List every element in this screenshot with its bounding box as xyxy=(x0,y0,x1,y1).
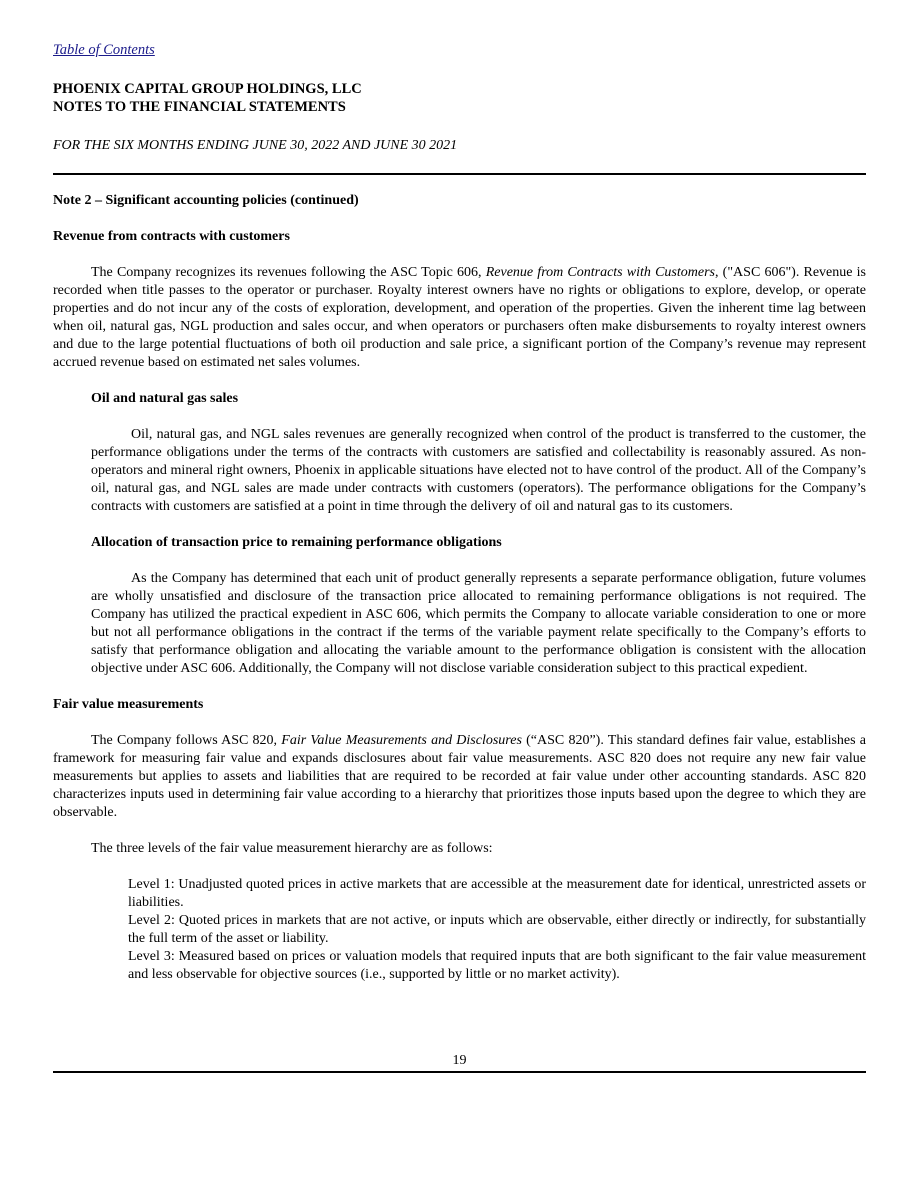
footer-divider xyxy=(53,1071,866,1073)
oil-gas-heading: Oil and natural gas sales xyxy=(91,391,239,406)
page-footer xyxy=(53,1052,866,1073)
level-3-item: Level 3: Measured based on prices or valuation models that required inputs that are both significant to the fair value measurement and less observable for objective sources (i.e., supported by little or no market activity). xyxy=(128,949,866,982)
fair-value-standard-title: Fair Value Measurements and Disclosures xyxy=(281,733,522,748)
level-2-item: Level 2: Quoted prices in markets that are not active, or inputs which are observable, either directly or indirectly, for substantially the full term of the asset or liability. xyxy=(128,913,866,946)
revenue-text-start: The Company recognizes its revenues following the ASC Topic 606, xyxy=(91,265,486,280)
revenue-text-end: , ("ASC 606"). Revenue is recorded when title passes to the operator or purchaser. Royalty interest owners have no rights or obligations to explore, develop, or operate properties and do not incur any of the costs of exploration, development, and operation of the properties. Given the inherent time lag between when oil, natural gas, NGL production and sales occur, and when operators or purchasers often make disbursements to royalty interest owners and due to the large potential fluctuations of both oil production and sale price, a significant portion of the Company’s revenue may represent accrued revenue based on estimated net sales volumes. xyxy=(53,265,867,370)
level-1-item: Level 1: Unadjusted quoted prices in active markets that are accessible at the measurement date for identical, unrestricted assets or liabilities. xyxy=(128,877,866,910)
company-name: PHOENIX CAPITAL GROUP HOLDINGS, LLC xyxy=(53,81,362,97)
page-number: 19 xyxy=(452,1053,467,1068)
document-title: NOTES TO THE FINANCIAL STATEMENTS xyxy=(53,99,346,115)
document-header xyxy=(53,80,866,116)
document-page xyxy=(53,40,866,984)
table-of-contents-link[interactable]: Table of Contents xyxy=(53,42,155,58)
note-title: Note 2 – Significant accounting policies (continued) xyxy=(53,193,359,208)
allocation-heading: Allocation of transaction price to remaining performance obligations xyxy=(91,535,502,550)
revenue-heading: Revenue from contracts with customers xyxy=(53,229,290,244)
header-divider xyxy=(53,173,866,175)
hierarchy-levels-list xyxy=(128,876,866,984)
fair-value-text-end: (“ASC 820”). This standard defines fair value, establishes a framework for measuring fair value and expands disclosures about fair value measurements. ASC 820 does not require any new fair value measurements but applies to assets and liabilities that are required to be recorded at fair value under other accounting standards. ASC 820 characterizes inputs used in determining fair value according to a hierarchy that prioritizes those inputs based upon the degree to which they are observable. xyxy=(53,733,867,820)
revenue-standard-title: Revenue from Contracts with Customers xyxy=(485,265,715,280)
allocation-paragraph: As the Company has determined that each unit of product generally represents a separate performance obligation, future volumes are wholly unsatisfied and disclosure of the transaction price allocated to remaining performance obligations is not required. The Company has utilized the practical expedient in ASC 606, which permits the Company to allocate variable consideration to one or more but not all performance obligations in the contract if the terms of the variable payment relate specifically to the Company’s efforts to satisfy that performance obligation and allocating the variable amount to the performance obligation is consistent with the allocation objective under ASC 606. Additionally, the Company will not disclose variable consideration subject to this practical expedient. xyxy=(91,571,866,676)
fair-value-text-start: The Company follows ASC 820, xyxy=(91,733,282,748)
oil-gas-paragraph: Oil, natural gas, and NGL sales revenues are generally recognized when control of the product is transferred to the customer, the performance obligations under the terms of the contracts with customers are satisfied and collectability is reasonably assured. As non-operators and mineral right owners, Phoenix in applicable situations have elected not to have control of the product. All of the Company’s oil, natural gas, and NGL sales are made under contracts with customers (operators). The performance obligations for the Company’s contracts with customers are satisfied at a point in time through the delivery of oil and natural gas to its customers. xyxy=(91,427,866,514)
fair-value-paragraph xyxy=(53,732,866,822)
fair-value-heading: Fair value measurements xyxy=(53,697,204,712)
revenue-paragraph xyxy=(53,264,866,372)
hierarchy-intro: The three levels of the fair value measurement hierarchy are as follows: xyxy=(91,841,493,856)
reporting-period: FOR THE SIX MONTHS ENDING JUNE 30, 2022 AND JUNE 30 2021 xyxy=(53,138,458,153)
